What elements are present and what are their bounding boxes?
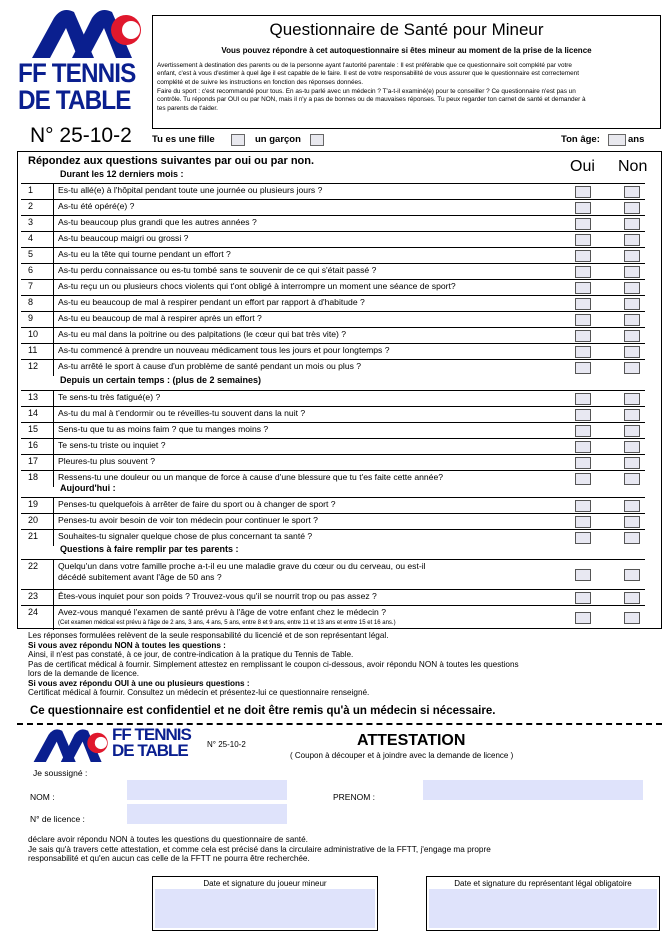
question-row xyxy=(21,231,645,247)
question-text: Pleures-tu plus souvent ? xyxy=(58,456,155,466)
prenom-label: PRENOM : xyxy=(333,792,376,802)
checkbox-oui[interactable] xyxy=(575,298,591,310)
row-divider xyxy=(53,423,54,439)
checkbox-non[interactable] xyxy=(624,330,640,342)
checkbox-oui[interactable] xyxy=(575,457,591,469)
question-text: As-tu du mal à t'endormir ou te réveilles-tu souvent dans la nuit ? xyxy=(58,408,306,418)
row-divider xyxy=(53,498,54,514)
checkbox-non[interactable] xyxy=(624,425,640,437)
question-text: As-tu eu mal dans la poitrine ou des palpitations (le cœur qui bat très vite) ? xyxy=(58,329,347,339)
soussigne-label: Je soussigné : xyxy=(33,768,88,778)
checkbox-non[interactable] xyxy=(624,441,640,453)
question-number: 19 xyxy=(28,499,39,509)
question-row xyxy=(21,199,645,215)
question-number: 1 xyxy=(28,185,34,195)
question-row xyxy=(21,343,645,359)
question-number: 24 xyxy=(28,607,39,617)
row-divider xyxy=(53,530,54,546)
row-divider xyxy=(53,344,54,360)
licence-field[interactable] xyxy=(127,804,287,824)
question-row xyxy=(21,406,645,422)
question-text: Te sens-tu très fatigué(e) ? xyxy=(58,392,161,402)
checkbox-non[interactable] xyxy=(624,218,640,230)
checkbox-oui[interactable] xyxy=(575,425,591,437)
question-number: 8 xyxy=(28,297,34,307)
row-divider xyxy=(53,560,54,590)
question-text: As-tu été opéré(e) ? xyxy=(58,201,135,211)
fftt-logo-icon xyxy=(32,8,142,58)
question-text: As-tu beaucoup plus grandi que les autres années ? xyxy=(58,217,257,227)
checkbox-non[interactable] xyxy=(624,298,640,310)
question-row xyxy=(21,327,645,343)
question-text: As-tu arrêté le sport à cause d'un problème de santé pendant un mois ou plus ? xyxy=(58,361,362,371)
checkbox-non[interactable] xyxy=(624,362,640,374)
label-fille: Tu es une fille xyxy=(152,134,215,145)
row-divider xyxy=(53,312,54,328)
checkbox-oui[interactable] xyxy=(575,532,591,544)
question-text: Te sens-tu triste ou inquiet ? xyxy=(58,440,166,450)
licence-label: N° de licence : xyxy=(30,814,85,824)
page-title: Questionnaire de Santé pour Mineur xyxy=(269,20,544,39)
question-row xyxy=(21,359,645,375)
attestation-subtitle: ( Coupon à découper et à joindre avec la demande de licence ) xyxy=(290,751,514,760)
row-divider xyxy=(53,296,54,312)
checkbox-non[interactable] xyxy=(624,266,640,278)
checkbox-oui[interactable] xyxy=(575,266,591,278)
fftt-logo-small-icon xyxy=(32,728,110,762)
checkbox-oui[interactable] xyxy=(575,441,591,453)
row-divider xyxy=(53,184,54,200)
question-number: 15 xyxy=(28,424,39,434)
label-age: Ton âge: xyxy=(561,134,600,145)
checkbox-non[interactable] xyxy=(624,457,640,469)
question-row xyxy=(21,605,645,629)
row-divider xyxy=(53,360,54,376)
checkbox-oui[interactable] xyxy=(575,218,591,230)
row-divider xyxy=(53,514,54,530)
question-number: 23 xyxy=(28,591,39,601)
question-text: Êtes-vous inquiet pour son poids ? Trouvez-vous qu'il se nourrit trop ou pas assez ? xyxy=(58,591,377,601)
checkbox-non[interactable] xyxy=(624,473,640,485)
checkbox-non[interactable] xyxy=(624,250,640,262)
question-number: 2 xyxy=(28,201,34,211)
confidential-notice: Ce questionnaire est confidentiel et ne doit être remis qu'à un médecin si nécessaire. xyxy=(30,705,496,717)
checkbox-oui[interactable] xyxy=(575,569,591,581)
attestation-ref: N° 25-10-2 xyxy=(207,740,246,749)
checkbox-non[interactable] xyxy=(624,532,640,544)
question-row xyxy=(21,529,645,545)
question-row xyxy=(21,497,645,513)
question-text: As-tu commencé à prendre un nouveau médicament tous les jours et pour longtemps ? xyxy=(58,345,390,355)
checkbox-oui[interactable] xyxy=(575,186,591,198)
question-row xyxy=(21,470,645,486)
question-row xyxy=(21,247,645,263)
question-number: 6 xyxy=(28,265,34,275)
question-text: As-tu eu beaucoup de mal à respirer après un effort ? xyxy=(58,313,262,323)
row-divider xyxy=(53,248,54,264)
attestation-title: ATTESTATION xyxy=(357,732,466,749)
question-row xyxy=(21,295,645,311)
checkbox-oui[interactable] xyxy=(575,202,591,214)
checkbox-oui[interactable] xyxy=(575,362,591,374)
row-divider xyxy=(53,200,54,216)
question-number: 5 xyxy=(28,249,34,259)
checkbox-fille[interactable] xyxy=(231,134,245,146)
question-number: 4 xyxy=(28,233,34,243)
checkbox-oui[interactable] xyxy=(575,250,591,262)
checkbox-non[interactable] xyxy=(624,202,640,214)
checkbox-garcon[interactable] xyxy=(310,134,324,146)
checkbox-oui[interactable] xyxy=(575,409,591,421)
row-divider xyxy=(53,471,54,487)
question-number: 13 xyxy=(28,392,39,402)
question-row xyxy=(21,263,645,279)
signature-field-joueur[interactable] xyxy=(155,889,375,928)
question-text: Penses-tu quelquefois à arrêter de faire du sport ou à changer de sport ? xyxy=(58,499,336,509)
checkbox-non[interactable] xyxy=(624,234,640,246)
checkbox-non[interactable] xyxy=(624,516,640,528)
question-number: 11 xyxy=(28,345,38,355)
question-text: As-tu beaucoup maigri ou grossi ? xyxy=(58,233,189,243)
checkbox-non[interactable] xyxy=(624,314,640,326)
notes-block: Les réponses formulées relèvent de la seule responsabilité du licencié et de son représentant légal. Si vous avez répondu NON à toutes les questions : Ainsi, il n'est pas constaté, à ce jour, de contre-indication à la pratique du Tennis de Table. Pas de certificat médical à fournir. Simplement attestez en remplissant le coupon ci-dessous, avoir répondu NON à toutes les questions lors de la demande de licence. Si vous avez répondu OUI à une ou plusieurs questions : Certificat médical à fournir. Consultez un médecin et présentez-lui ce questionnaire renseigné. xyxy=(28,631,519,697)
checkbox-oui[interactable] xyxy=(575,282,591,294)
row-divider xyxy=(53,280,54,296)
question-row xyxy=(21,279,645,295)
question-row xyxy=(21,183,645,199)
question-text: As-tu perdu connaissance ou es-tu tombé sans te souvenir de ce qui s'était passé ? xyxy=(58,265,377,275)
row-divider xyxy=(53,455,54,471)
nom-field[interactable] xyxy=(127,780,287,800)
logo-text: FF TENNIS DE TABLE xyxy=(18,58,136,115)
checkbox-oui[interactable] xyxy=(575,516,591,528)
header-oui: Oui xyxy=(570,158,595,175)
question-text: As-tu eu la tête qui tourne pendant un effort ? xyxy=(58,249,231,259)
checkbox-oui[interactable] xyxy=(575,314,591,326)
question-row xyxy=(21,559,645,589)
question-number: 7 xyxy=(28,281,34,291)
checkbox-oui[interactable] xyxy=(575,346,591,358)
checkbox-oui[interactable] xyxy=(575,500,591,512)
checkbox-oui[interactable] xyxy=(575,473,591,485)
checkbox-non[interactable] xyxy=(624,186,640,198)
row-divider xyxy=(53,606,54,630)
question-number: 16 xyxy=(28,440,39,450)
checkbox-non[interactable] xyxy=(624,409,640,421)
question-text: Ressens-tu une douleur ou un manque de force à cause d'une blessure que tu t'es faite cette année? xyxy=(58,472,444,482)
question-number: 10 xyxy=(28,329,39,339)
checkbox-oui[interactable] xyxy=(575,234,591,246)
row-divider xyxy=(53,391,54,407)
checkbox-non[interactable] xyxy=(624,569,640,581)
question-number: 14 xyxy=(28,408,39,418)
section-heading: Questions à faire remplir par tes parents : xyxy=(60,544,239,554)
attestation-logo-text: FF TENNIS DE TABLE xyxy=(112,725,191,760)
declaration-text: déclare avoir répondu NON à toutes les questions du questionnaire de santé. Je sais qu'à travers cette attestation, et comme cela est précisé dans la circulaire administrative de la FFTT, j'engage ma propre responsabilité et qu'en aucun cas celle de la FFTT ne pourra être recherchée. xyxy=(28,835,491,863)
question-text: Penses-tu avoir besoin de voir ton médecin pour continuer le sport ? xyxy=(58,515,318,525)
question-number: 18 xyxy=(28,472,39,482)
question-row xyxy=(21,454,645,470)
question-row xyxy=(21,422,645,438)
checkbox-oui[interactable] xyxy=(575,592,591,604)
question-text: As-tu eu beaucoup de mal à respirer pendant un effort par rapport à d'habitude ? xyxy=(58,297,365,307)
row-divider xyxy=(53,216,54,232)
checkbox-non[interactable] xyxy=(624,612,640,624)
prenom-field[interactable] xyxy=(423,780,643,800)
question-number: 21 xyxy=(28,531,39,541)
question-number: 9 xyxy=(28,313,34,323)
question-text: Avez-vous manqué l'examen de santé prévu à l'âge de votre enfant chez le médecin ? (Cet examen médical est prévu à l'âge de 2 ans, 3 ans, 4 ans, 5 ans, entre 8 et 9 ans, entre 11 et 13 ans et entre 15 et 16 ans.) xyxy=(58,607,396,626)
question-number: 12 xyxy=(28,361,39,371)
section-heading: Depuis un certain temps : (plus de 2 semaines) xyxy=(60,375,262,385)
question-row xyxy=(21,513,645,529)
checkbox-non[interactable] xyxy=(624,500,640,512)
checkbox-non[interactable] xyxy=(624,592,640,604)
question-row xyxy=(21,438,645,454)
checkbox-non[interactable] xyxy=(624,346,640,358)
warning-paragraph: Avertissement à destination des parents ou de la personne ayant l'autorité parentale : Il est préférable que ce questionnaire soit complété par votre enfant, c'est à vous d'estimer à quel âge il est capable de le faire. Il est de votre responsabilité de vous assurer que le questionnaire est correctement complété et de suivre les instructions en fonction des réponses données. xyxy=(157,62,579,86)
signature-box-joueur: Date et signature du joueur mineur xyxy=(152,876,378,931)
question-row xyxy=(21,311,645,327)
question-text: Sens-tu que tu as moins faim ? que tu manges moins ? xyxy=(58,424,269,434)
question-text: Es-tu allé(e) à l'hôpital pendant toute une journée ou plusieurs jours ? xyxy=(58,185,323,195)
checkbox-non[interactable] xyxy=(624,393,640,405)
row-divider xyxy=(53,407,54,423)
row-divider xyxy=(53,264,54,280)
questionnaire-table xyxy=(17,151,662,629)
row-divider xyxy=(53,328,54,344)
header-non: Non xyxy=(618,158,648,175)
question-number: 3 xyxy=(28,217,34,227)
question-text: Souhaites-tu signaler quelque chose de plus concernant ta santé ? xyxy=(58,531,313,541)
question-number: 20 xyxy=(28,515,39,525)
signature-field-representant[interactable] xyxy=(429,889,657,928)
nom-label: NOM : xyxy=(30,792,55,802)
row-divider xyxy=(53,590,54,606)
question-row xyxy=(21,589,645,605)
label-ans: ans xyxy=(628,134,645,145)
question-row xyxy=(21,215,645,231)
document-ref: N° 25-10-2 xyxy=(30,124,132,147)
section-heading: Aujourd'hui : xyxy=(60,483,116,493)
checkbox-oui[interactable] xyxy=(575,330,591,342)
label-garcon: un garçon xyxy=(255,134,301,145)
age-input[interactable] xyxy=(608,134,626,146)
page-subtitle: Vous pouvez répondre à cet autoquestionnaire si êtes mineur au moment de la prise de la licence xyxy=(221,46,592,55)
checkbox-oui[interactable] xyxy=(575,612,591,624)
question-text: Quelqu'un dans votre famille proche a-t-il eu une maladie grave du cœur ou du cerveau, ou est-il décédé subitement avant l'âge de 50 ans ? xyxy=(58,561,426,582)
checkbox-oui[interactable] xyxy=(575,393,591,405)
checkbox-non[interactable] xyxy=(624,282,640,294)
question-number: 17 xyxy=(28,456,39,466)
question-text: As-tu reçu un ou plusieurs chocs violents qui t'ont obligé à interrompre un moment une séance de sport? xyxy=(58,281,456,291)
question-number: 22 xyxy=(28,561,39,571)
instruction-text: Répondez aux questions suivantes par oui ou par non. xyxy=(28,155,315,167)
header-box xyxy=(152,15,661,129)
row-divider xyxy=(53,439,54,455)
row-divider xyxy=(53,232,54,248)
sport-paragraph: Faire du sport : c'est recommandé pour tous. En as-tu parlé avec un médecin ? T'a-t-il examiné(e) pour te conseiller ? Ce questionnaire n'est pas un contrôle. Tu réponds par OUI ou par NON, mais il n'y a pas de bonnes ou de mauvaises réponses. Tu peux regarder ton carnet de santé et demander à tes parents de t'aider. xyxy=(157,88,586,112)
signature-box-representant: Date et signature du représentant légal obligatoire xyxy=(426,876,660,931)
question-row xyxy=(21,390,645,406)
section-heading: Durant les 12 derniers mois : xyxy=(60,169,184,179)
